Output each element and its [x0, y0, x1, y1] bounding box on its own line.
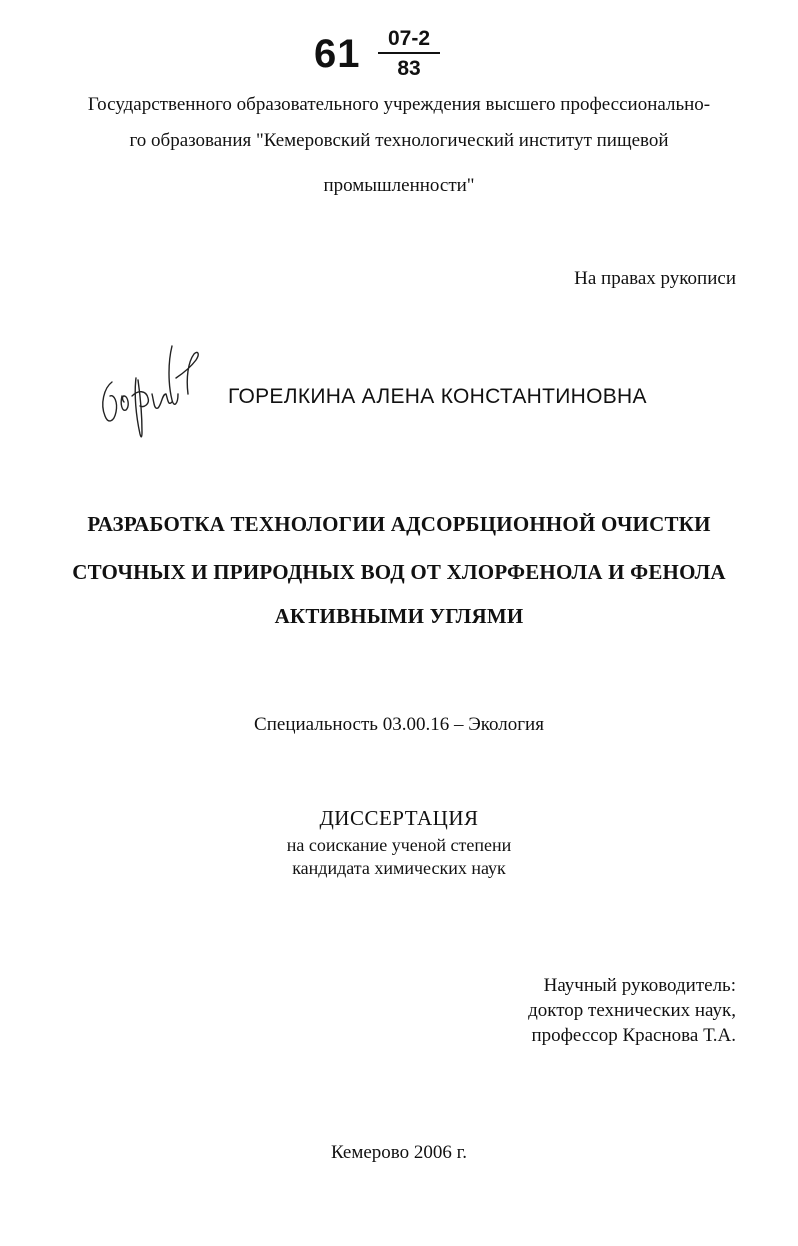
title-line-1: РАЗРАБОТКА ТЕХНОЛОГИИ АДСОРБЦИОННОЙ ОЧИСТКИ	[87, 512, 711, 536]
institution-line-3: промышленности"	[323, 175, 475, 196]
catalog-fraction	[376, 28, 442, 79]
title-line-3: АКТИВНЫМИ УГЛЯМИ	[274, 604, 524, 628]
catalog-numerator: 07-2	[387, 27, 431, 50]
institution-line-2: го образования "Кемеровский технологический институт пищевой	[129, 130, 669, 151]
catalog-denominator: 83	[397, 57, 421, 80]
institution-line-1: Государственного образовательного учреждения высшего профессионально-	[87, 94, 711, 115]
supervisor-label: Научный руководитель:	[543, 975, 736, 996]
dissertation-degree-line-2: кандидата химических наук	[292, 858, 506, 878]
author-name: ГОРЕЛКИНА АЛЕНА КОНСТАНТИНОВНА	[228, 385, 647, 408]
supervisor-degree: доктор технических наук,	[528, 1000, 736, 1021]
rights-note: На правах рукописи	[574, 268, 736, 289]
supervisor-block	[528, 973, 736, 1048]
specialty: Специальность 03.00.16 – Экология	[254, 714, 544, 735]
catalog-number	[314, 28, 454, 88]
catalog-main: 61	[314, 32, 361, 76]
place-year: Кемерово 2006 г.	[330, 1142, 468, 1163]
supervisor-name: профессор Краснова Т.А.	[531, 1025, 736, 1046]
handwritten-signature-icon	[92, 338, 212, 443]
dissertation-heading: ДИССЕРТАЦИЯ	[319, 806, 479, 830]
title-line-2: СТОЧНЫХ И ПРИРОДНЫХ ВОД ОТ ХЛОРФЕНОЛА И ФЕНОЛА	[72, 560, 726, 584]
dissertation-degree-line-1: на соискание ученой степени	[286, 835, 512, 855]
